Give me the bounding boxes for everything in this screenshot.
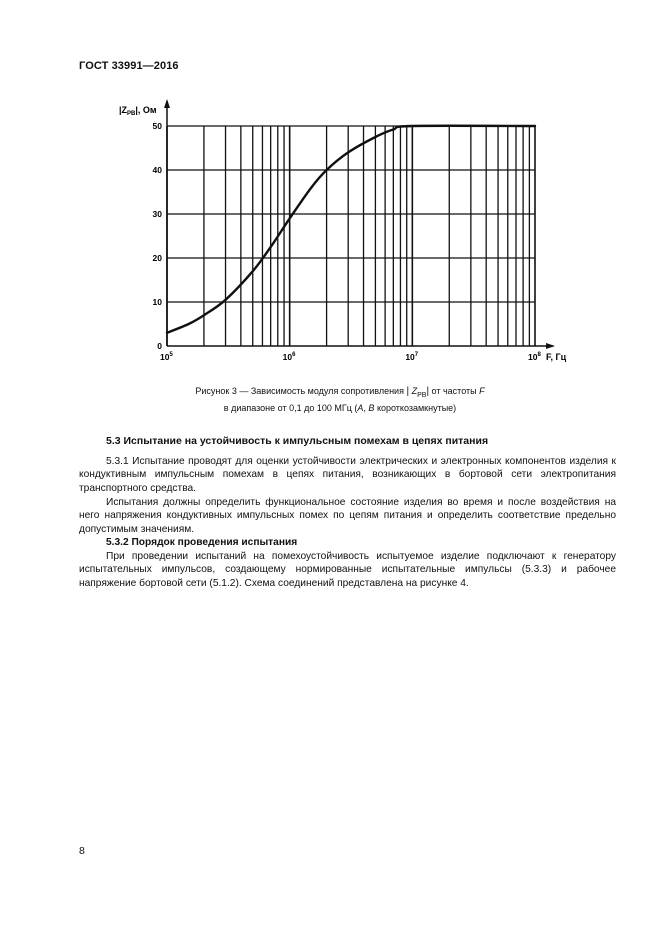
y-axis-arrow — [164, 99, 170, 108]
vertical-grid — [167, 126, 535, 346]
x-tick-label: $10^5$ — [160, 352, 173, 362]
f-symbol: F — [479, 386, 485, 396]
horizontal-grid — [167, 126, 535, 302]
a-symbol: A — [357, 402, 364, 413]
paragraph-5-3-1 — [79, 455, 616, 495]
caption-text-2: от частоты — [429, 386, 480, 396]
y-axis-label: $|Z_{PB}|$, Ом — [119, 105, 157, 117]
y-tick-label: 30 — [152, 209, 162, 219]
paragraph-5-3-2 — [79, 550, 616, 590]
page-number: 8 — [79, 845, 85, 857]
caption-text-3: в диапазоне от 0,1 до 100 МГц ( — [223, 402, 358, 413]
subsection-title: 5.3.2 Порядок проведения испытания — [106, 537, 298, 548]
x-tick-label: $10^8$ — [528, 352, 541, 362]
b-symbol: B — [368, 402, 375, 413]
y-tick-labels — [153, 121, 163, 351]
caption-comma: , — [363, 402, 369, 413]
x-tick-labels — [160, 352, 541, 362]
document-header: ГОСТ 33991—2016 — [79, 60, 179, 72]
abs-bar-left: | — [406, 386, 410, 397]
caption-text-1: Рисунок 3 — Зависимость модуля сопротивления — [195, 386, 407, 396]
y-tick-label: 50 — [152, 121, 162, 131]
paragraph-requirements-text: Испытания должны определить функциональное состояние изделия во время и после воздействия на него напряжения кондуктивных импульсных помех по цепям питания и определить соответствие предельно допустимым значениям. — [79, 497, 616, 535]
impedance-chart-svg — [0, 0, 661, 380]
abs-bar-right: | — [426, 386, 430, 397]
x-axis-label: F, Гц — [546, 352, 567, 362]
y-tick-label: 20 — [152, 253, 162, 263]
section-title: 5.3 Испытание на устойчивость к импульсным помехам в цепях питания — [106, 435, 489, 447]
caption-line-2 — [110, 402, 570, 414]
caption-line-1 — [110, 385, 570, 402]
figure-3-chart — [0, 0, 661, 380]
caption-text-4: короткозамкнутые) — [374, 402, 457, 413]
chart-axes — [164, 99, 555, 349]
x-tick-label: $10^7$ — [405, 352, 419, 362]
z-symbol: Z — [411, 386, 418, 396]
figure-caption — [110, 385, 570, 414]
paragraph-5-3-2-text: При проведении испытаний на помехоустойчивость испытуемое изделие подключают к генератору испытательных импульсов, создающему нормированные испытательные импульсы (5.3.3) и рабочее напряжение бортовой сети (5.1.2). Схема соединений представлена на рисунке 4. — [79, 551, 616, 589]
z-subscript: PB — [417, 391, 427, 399]
x-tick-label: $10^6$ — [282, 352, 296, 362]
paragraph-requirements — [79, 496, 616, 536]
axis-labels — [119, 105, 567, 362]
paragraph-5-3-1-text: 5.3.1 Испытание проводят для оценки устойчивости электрических и электронных компонентов изделия к кондуктивным импульсным помехам в цепях питания, возникающих в бортовой сети электропитания транспортного средства. — [79, 456, 616, 494]
y-tick-label: 40 — [152, 165, 162, 175]
x-axis-arrow — [546, 343, 555, 349]
y-tick-label: 0 — [157, 341, 162, 351]
y-tick-label: 10 — [152, 297, 162, 307]
